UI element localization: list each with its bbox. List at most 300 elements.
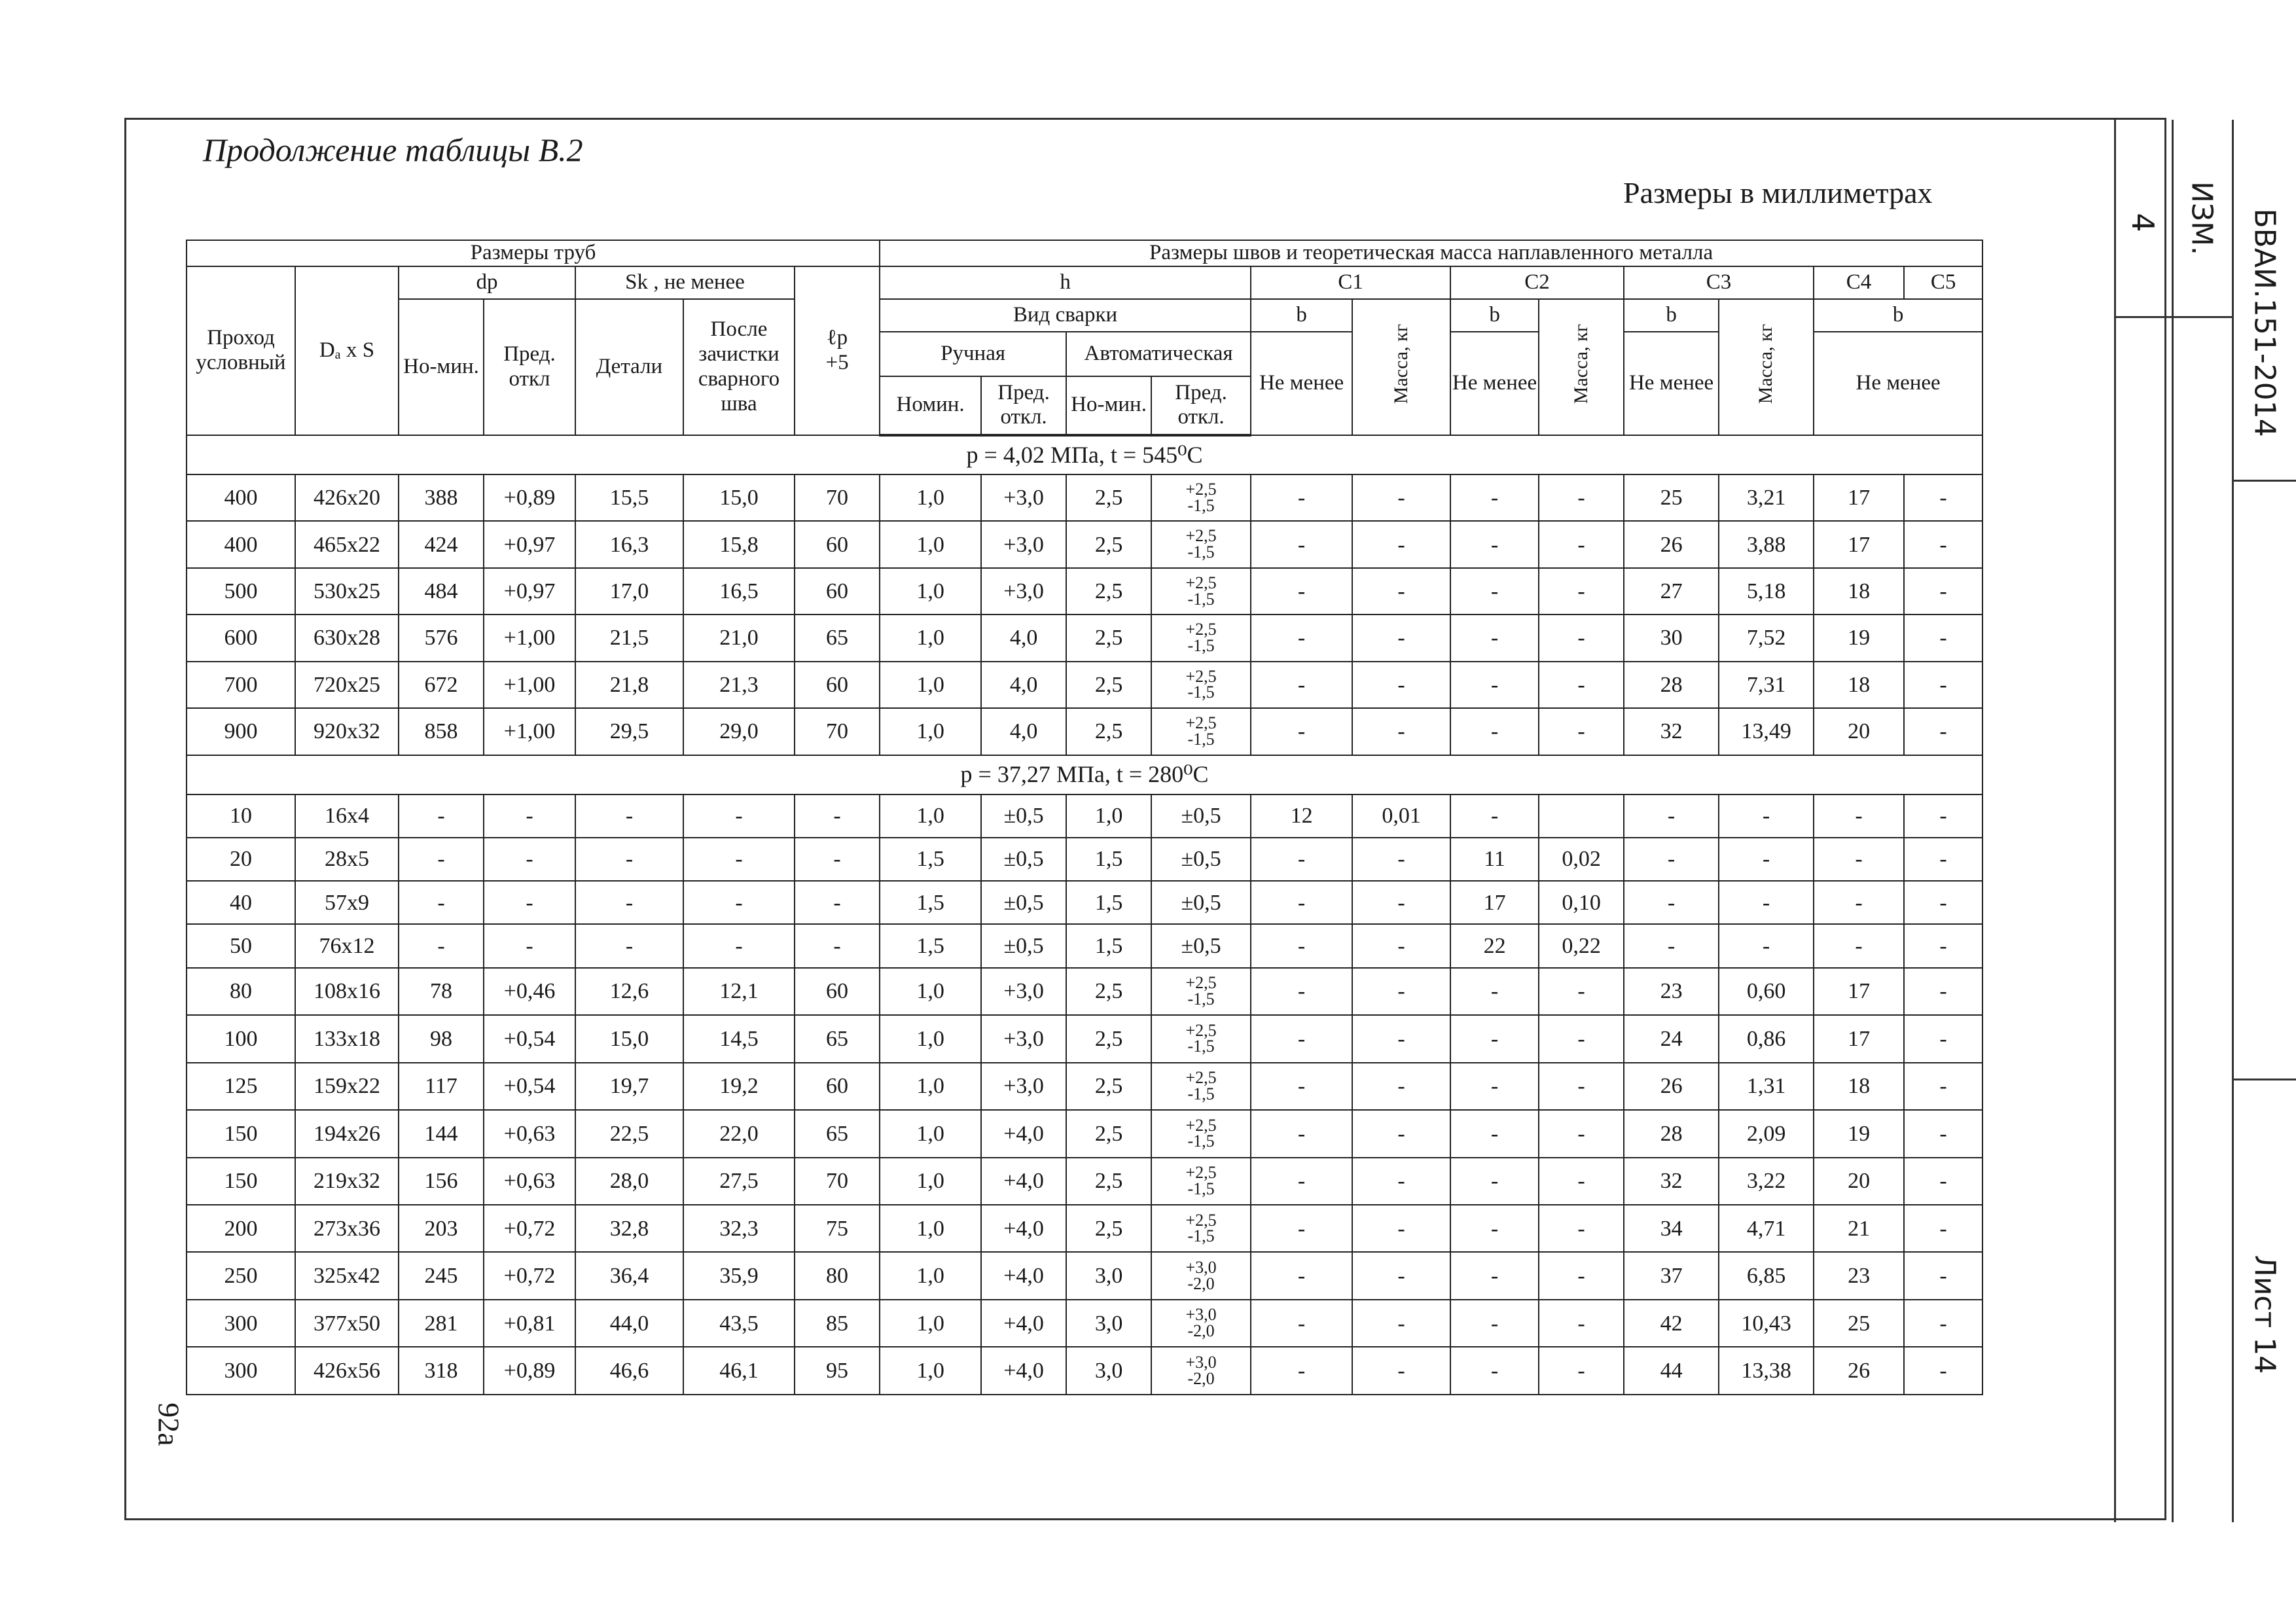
cell-manual-tol: +4,0	[981, 1252, 1066, 1299]
cell-sk-after: 27,5	[683, 1158, 795, 1205]
cell-sk-detail: 29,5	[575, 708, 683, 755]
cell-c3-mass: -	[1719, 881, 1814, 924]
cell-c5: -	[1904, 1110, 1982, 1157]
cell-auto-nom: 3,0	[1066, 1300, 1151, 1347]
auto-tol-lower: -1,5	[1187, 495, 1215, 515]
cell-c4: 20	[1814, 708, 1904, 755]
table-row	[187, 838, 1982, 881]
cell-dp-tol: +0,89	[484, 1347, 575, 1395]
cell-c3-b: 37	[1624, 1252, 1719, 1299]
table-row	[187, 794, 1982, 838]
auto-tol-lower: -1,5	[1187, 683, 1215, 702]
cell-c2-b: -	[1450, 794, 1539, 838]
cell-da: 108x16	[295, 968, 399, 1015]
cell-auto-tol	[1151, 474, 1251, 521]
cell-da: 377x50	[295, 1300, 399, 1347]
cell-prokhod: 80	[187, 968, 295, 1015]
cell-dp-nom: 98	[399, 1015, 484, 1062]
table-row	[187, 1347, 1982, 1395]
header-da: Dₐ x S	[295, 266, 399, 435]
cell-c2-b: -	[1450, 662, 1539, 708]
section-header-row	[187, 435, 1982, 474]
cell-dp-nom: 388	[399, 474, 484, 521]
cell-lp: -	[795, 924, 880, 967]
auto-tol-lower: -1,5	[1187, 989, 1215, 1008]
cell-prokhod: 125	[187, 1063, 295, 1110]
cell-c5: -	[1904, 968, 1982, 1015]
cell-sk-after: -	[683, 794, 795, 838]
auto-tol-lower: -1,5	[1187, 1226, 1215, 1246]
cell-c3-b: 30	[1624, 615, 1719, 661]
table-row	[187, 568, 1982, 615]
cell-c4: 23	[1814, 1252, 1904, 1299]
cell-c3-b: 42	[1624, 1300, 1719, 1347]
cell-c2-b: -	[1450, 615, 1539, 661]
cell-dp-tol: +1,00	[484, 615, 575, 661]
cell-c2-b: -	[1450, 968, 1539, 1015]
cell-c2-mass: -	[1539, 1347, 1624, 1395]
cell-c5: -	[1904, 1063, 1982, 1110]
cell-c2-mass: -	[1539, 1015, 1624, 1062]
cell-c5: -	[1904, 474, 1982, 521]
cell-c2-mass: -	[1539, 968, 1624, 1015]
cell-auto-nom: 3,0	[1066, 1347, 1151, 1395]
cell-c2-mass: -	[1539, 615, 1624, 661]
cell-sk-after: 21,0	[683, 615, 795, 661]
cell-c4: 17	[1814, 1015, 1904, 1062]
header-lp	[795, 266, 880, 435]
cell-sk-detail: 21,5	[575, 615, 683, 661]
cell-c2-mass: -	[1539, 662, 1624, 708]
cell-dp-tol: +0,97	[484, 521, 575, 567]
cell-c2-mass: 0,10	[1539, 881, 1624, 924]
cell-c1-b: -	[1251, 568, 1352, 615]
cell-sk-after: 21,3	[683, 662, 795, 708]
cell-lp: 70	[795, 1158, 880, 1205]
cell-manual-tol: +4,0	[981, 1347, 1066, 1395]
cell-c1-mass: -	[1352, 1063, 1450, 1110]
cell-c3-mass: -	[1719, 838, 1814, 881]
header-c2-not-less: Не менее	[1450, 332, 1539, 435]
cell-manual-nom: 1,0	[880, 1300, 981, 1347]
cell-sk-after: -	[683, 881, 795, 924]
cell-dp-nom: 245	[399, 1252, 484, 1299]
cell-lp: -	[795, 881, 880, 924]
cell-c1-b: -	[1251, 708, 1352, 755]
table-row	[187, 474, 1982, 521]
cell-c3-b: 28	[1624, 1110, 1719, 1157]
cell-dp-nom: 203	[399, 1205, 484, 1252]
cell-c4: 18	[1814, 662, 1904, 708]
cell-c5: -	[1904, 1252, 1982, 1299]
cell-auto-tol	[1151, 1063, 1251, 1110]
cell-c5: -	[1904, 1158, 1982, 1205]
cell-c1-mass: -	[1352, 924, 1450, 967]
header-c45-not-less: Не менее	[1814, 332, 1982, 435]
cell-manual-tol: 4,0	[981, 662, 1066, 708]
cell-c4: 26	[1814, 1347, 1904, 1395]
cell-sk-after: 14,5	[683, 1015, 795, 1062]
cell-c1-b: -	[1251, 615, 1352, 661]
cell-da: 426x56	[295, 1347, 399, 1395]
cell-c1-b: -	[1251, 1110, 1352, 1157]
auto-tol-lower: -1,5	[1187, 729, 1215, 749]
cell-auto-nom: 2,5	[1066, 662, 1151, 708]
auto-tol-upper: +2,5	[1185, 666, 1217, 686]
cell-prokhod: 200	[187, 1205, 295, 1252]
header-auto: Автоматическая	[1066, 332, 1251, 376]
cell-c3-mass: 13,49	[1719, 708, 1814, 755]
cell-da: 530x25	[295, 568, 399, 615]
cell-prokhod: 400	[187, 521, 295, 567]
cell-dp-nom: 117	[399, 1063, 484, 1110]
cell-c1-b: -	[1251, 1252, 1352, 1299]
cell-c1-mass: -	[1352, 1300, 1450, 1347]
cell-lp: 65	[795, 1015, 880, 1062]
cell-c1-b: -	[1251, 1158, 1352, 1205]
cell-c2-b: -	[1450, 521, 1539, 567]
cell-auto-nom: 1,0	[1066, 794, 1151, 838]
cell-c3-mass: 3,22	[1719, 1158, 1814, 1205]
cell-da: 920x32	[295, 708, 399, 755]
cell-dp-nom: 78	[399, 968, 484, 1015]
cell-manual-tol: +3,0	[981, 1063, 1066, 1110]
cell-auto-nom: 2,5	[1066, 708, 1151, 755]
cell-dp-tol: -	[484, 881, 575, 924]
cell-c3-b: -	[1624, 794, 1719, 838]
header-c2-b: b	[1450, 299, 1539, 332]
cell-c5: -	[1904, 881, 1982, 924]
cell-c1-mass: -	[1352, 1158, 1450, 1205]
cell-manual-nom: 1,0	[880, 1252, 981, 1299]
c1-mass-label: Масса, кг	[1390, 323, 1412, 404]
header-auto-tol: Пред. откл.	[1151, 376, 1251, 435]
cell-manual-tol: +3,0	[981, 568, 1066, 615]
cell-c3-mass: 7,52	[1719, 615, 1814, 661]
cell-c1-b: -	[1251, 662, 1352, 708]
cell-prokhod: 500	[187, 568, 295, 615]
cell-da: 28x5	[295, 838, 399, 881]
cell-c2-b: -	[1450, 1300, 1539, 1347]
cell-auto-tol: ±0,5	[1151, 881, 1251, 924]
doc-code: БВАИ.151-2014	[2248, 208, 2282, 437]
header-h: h	[880, 266, 1251, 299]
cell-manual-nom: 1,5	[880, 838, 981, 881]
cell-sk-detail: 16,3	[575, 521, 683, 567]
cell-da: 219x32	[295, 1158, 399, 1205]
cell-sk-detail: 15,5	[575, 474, 683, 521]
title-block-divider	[2232, 120, 2234, 1522]
auto-tol-upper: +2,5	[1185, 973, 1217, 993]
cell-c1-b: -	[1251, 838, 1352, 881]
izm-number: 4	[2125, 213, 2161, 232]
header-c2: C2	[1450, 266, 1624, 299]
table-title: Продолжение таблицы В.2	[203, 132, 583, 168]
cell-sk-after: -	[683, 924, 795, 967]
cell-prokhod: 700	[187, 662, 295, 708]
cell-c4: 17	[1814, 968, 1904, 1015]
header-c1-not-less: Не менее	[1251, 332, 1352, 435]
cell-c1-b: -	[1251, 474, 1352, 521]
table-row	[187, 615, 1982, 661]
cell-manual-tol: +3,0	[981, 474, 1066, 521]
header-c1-mass	[1352, 299, 1450, 435]
cell-dp-nom: 281	[399, 1300, 484, 1347]
cell-auto-nom: 2,5	[1066, 1110, 1151, 1157]
header-manual: Ручная	[880, 332, 1066, 376]
cell-manual-nom: 1,0	[880, 1063, 981, 1110]
header-c4: C4	[1814, 266, 1904, 299]
cell-auto-tol	[1151, 615, 1251, 661]
cell-manual-tol: 4,0	[981, 615, 1066, 661]
cell-da: 273x36	[295, 1205, 399, 1252]
cell-da: 76x12	[295, 924, 399, 967]
cell-auto-tol	[1151, 568, 1251, 615]
auto-tol-upper: +2,5	[1185, 1115, 1217, 1135]
table-row	[187, 881, 1982, 924]
izm-label: ИЗМ.	[2185, 181, 2219, 256]
cell-manual-nom: 1,0	[880, 568, 981, 615]
table-row	[187, 1158, 1982, 1205]
cell-dp-tol: +0,97	[484, 568, 575, 615]
cell-prokhod: 40	[187, 881, 295, 924]
cell-dp-tol: +0,89	[484, 474, 575, 521]
header-welds: Размеры швов и теоретическая масса наплавленного металла	[880, 240, 1982, 266]
auto-tol-lower: -1,5	[1187, 1132, 1215, 1151]
cell-manual-tol: ±0,5	[981, 794, 1066, 838]
cell-dp-tol: +0,72	[484, 1205, 575, 1252]
cell-c3-mass: 5,18	[1719, 568, 1814, 615]
cell-sk-after: 19,2	[683, 1063, 795, 1110]
cell-sk-after: 22,0	[683, 1110, 795, 1157]
header-c3-mass	[1719, 299, 1814, 435]
cell-manual-nom: 1,0	[880, 1347, 981, 1395]
cell-dp-nom: -	[399, 794, 484, 838]
title-block-divider	[2172, 120, 2174, 1522]
header-dp-nom: Но-мин.	[399, 299, 484, 435]
auto-tol-upper: +3,0	[1185, 1258, 1217, 1277]
cell-manual-nom: 1,0	[880, 615, 981, 661]
cell-c3-mass: -	[1719, 794, 1814, 838]
cell-c4: 19	[1814, 615, 1904, 661]
cell-c2-mass: 0,22	[1539, 924, 1624, 967]
cell-c2-mass: 0,02	[1539, 838, 1624, 881]
cell-c1-mass: -	[1352, 708, 1450, 755]
cell-sk-after: 35,9	[683, 1252, 795, 1299]
auto-tol-upper: +2,5	[1185, 526, 1217, 546]
cell-dp-tol: +0,54	[484, 1015, 575, 1062]
cell-c3-b: 26	[1624, 1063, 1719, 1110]
cell-c2-b: -	[1450, 1063, 1539, 1110]
cell-dp-tol: +0,46	[484, 968, 575, 1015]
cell-manual-nom: 1,0	[880, 1205, 981, 1252]
cell-c5: -	[1904, 1300, 1982, 1347]
table-row	[187, 1300, 1982, 1347]
table-body	[187, 435, 1982, 1395]
cell-manual-tol: +4,0	[981, 1110, 1066, 1157]
cell-c4: -	[1814, 881, 1904, 924]
cell-c1-mass: -	[1352, 474, 1450, 521]
cell-manual-nom: 1,0	[880, 662, 981, 708]
cell-auto-tol	[1151, 1300, 1251, 1347]
cell-manual-tol: +4,0	[981, 1300, 1066, 1347]
cell-c4: 17	[1814, 521, 1904, 567]
cell-lp: 60	[795, 521, 880, 567]
auto-tol-lower: -1,5	[1187, 1084, 1215, 1103]
cell-c2-mass: -	[1539, 1063, 1624, 1110]
cell-c3-b: 26	[1624, 521, 1719, 567]
cell-c1-mass: -	[1352, 1015, 1450, 1062]
cell-manual-nom: 1,0	[880, 1110, 981, 1157]
cell-sk-detail: 12,6	[575, 968, 683, 1015]
auto-tol-upper: +2,5	[1185, 713, 1217, 733]
table-row	[187, 1015, 1982, 1062]
header-c45-b: b	[1814, 299, 1982, 332]
cell-sk-after: 15,0	[683, 474, 795, 521]
cell-manual-nom: 1,0	[880, 708, 981, 755]
cell-prokhod: 300	[187, 1347, 295, 1395]
cell-c2-mass: -	[1539, 1300, 1624, 1347]
cell-auto-tol	[1151, 1158, 1251, 1205]
cell-c1-mass: -	[1352, 881, 1450, 924]
title-block	[2114, 120, 2296, 1522]
cell-c3-mass: 1,31	[1719, 1063, 1814, 1110]
cell-c5: -	[1904, 615, 1982, 661]
cell-auto-nom: 2,5	[1066, 474, 1151, 521]
title-block-divider	[2232, 1079, 2296, 1080]
cell-prokhod: 300	[187, 1300, 295, 1347]
cell-sk-after: -	[683, 838, 795, 881]
auto-tol-lower: -2,0	[1187, 1321, 1215, 1341]
auto-tol-lower: -1,5	[1187, 1037, 1215, 1056]
cell-manual-tol: +4,0	[981, 1158, 1066, 1205]
title-block-border	[2114, 120, 2116, 1522]
table-row	[187, 662, 1982, 708]
cell-sk-detail: -	[575, 881, 683, 924]
header-prokhod: Проход условный	[187, 266, 295, 435]
cell-sk-after: 43,5	[683, 1300, 795, 1347]
cell-da: 426x20	[295, 474, 399, 521]
cell-c5: -	[1904, 1347, 1982, 1395]
cell-dp-nom: 318	[399, 1347, 484, 1395]
cell-c3-mass: 6,85	[1719, 1252, 1814, 1299]
header-sk: Sk , не менее	[575, 266, 795, 299]
cell-lp: 75	[795, 1205, 880, 1252]
cell-lp: 60	[795, 968, 880, 1015]
cell-da: 720x25	[295, 662, 399, 708]
cell-da: 159x22	[295, 1063, 399, 1110]
cell-c2-mass: -	[1539, 568, 1624, 615]
table-row	[187, 924, 1982, 967]
section-label: p = 37,27 МПа, t = 280⁰С	[187, 755, 1982, 794]
cell-c3-b: -	[1624, 881, 1719, 924]
cell-c1-b: -	[1251, 968, 1352, 1015]
cell-c1-mass: -	[1352, 1252, 1450, 1299]
cell-dp-tol: +0,72	[484, 1252, 575, 1299]
cell-prokhod: 600	[187, 615, 295, 661]
cell-c3-mass: 3,21	[1719, 474, 1814, 521]
cell-auto-nom: 2,5	[1066, 1158, 1151, 1205]
cell-manual-tol: ±0,5	[981, 924, 1066, 967]
cell-c2-b: -	[1450, 1347, 1539, 1395]
cell-c3-mass: 7,31	[1719, 662, 1814, 708]
auto-tol-lower: -1,5	[1187, 636, 1215, 656]
cell-c3-mass: 13,38	[1719, 1347, 1814, 1395]
cell-auto-tol: ±0,5	[1151, 838, 1251, 881]
cell-auto-tol: ±0,5	[1151, 924, 1251, 967]
cell-c5: -	[1904, 521, 1982, 567]
cell-lp: 65	[795, 1110, 880, 1157]
cell-c1-b: 12	[1251, 794, 1352, 838]
cell-c1-mass: -	[1352, 968, 1450, 1015]
cell-da: 57x9	[295, 881, 399, 924]
cell-c1-b: -	[1251, 1205, 1352, 1252]
cell-manual-nom: 1,0	[880, 521, 981, 567]
cell-dp-nom: 156	[399, 1158, 484, 1205]
header-c3: C3	[1624, 266, 1814, 299]
cell-c2-b: -	[1450, 1015, 1539, 1062]
cell-c5: -	[1904, 662, 1982, 708]
cell-auto-tol	[1151, 521, 1251, 567]
cell-auto-nom: 3,0	[1066, 1252, 1151, 1299]
cell-c4: -	[1814, 838, 1904, 881]
cell-c3-mass: -	[1719, 924, 1814, 967]
cell-sk-after: 12,1	[683, 968, 795, 1015]
cell-manual-tol: +3,0	[981, 968, 1066, 1015]
page-number: 92а	[152, 1402, 186, 1446]
cell-prokhod: 400	[187, 474, 295, 521]
cell-prokhod: 50	[187, 924, 295, 967]
cell-c2-b: -	[1450, 1158, 1539, 1205]
cell-dp-tol: +0,63	[484, 1158, 575, 1205]
cell-lp: 85	[795, 1300, 880, 1347]
header-c3-b: b	[1624, 299, 1719, 332]
cell-sk-detail: 28,0	[575, 1158, 683, 1205]
cell-c2-b: -	[1450, 1110, 1539, 1157]
cell-sk-after: 32,3	[683, 1205, 795, 1252]
cell-auto-nom: 2,5	[1066, 1015, 1151, 1062]
header-lp-tolerance: +5	[825, 350, 849, 374]
cell-auto-nom: 1,5	[1066, 924, 1151, 967]
header-c2-mass	[1539, 299, 1624, 435]
section-label: p = 4,02 МПа, t = 545⁰С	[187, 435, 1982, 474]
cell-sk-detail: -	[575, 794, 683, 838]
cell-sk-detail: 44,0	[575, 1300, 683, 1347]
cell-c2-b: -	[1450, 708, 1539, 755]
cell-manual-nom: 1,0	[880, 1015, 981, 1062]
cell-dp-tol: -	[484, 924, 575, 967]
cell-dp-nom: 144	[399, 1110, 484, 1157]
cell-sk-after: 15,8	[683, 521, 795, 567]
cell-lp: 70	[795, 474, 880, 521]
header-auto-nom: Но-мин.	[1066, 376, 1151, 435]
header-sk-detail: Детали	[575, 299, 683, 435]
table-row	[187, 1205, 1982, 1252]
cell-sk-detail: -	[575, 838, 683, 881]
cell-lp: 60	[795, 568, 880, 615]
cell-c2-b: -	[1450, 474, 1539, 521]
cell-auto-nom: 2,5	[1066, 968, 1151, 1015]
cell-sk-after: 16,5	[683, 568, 795, 615]
cell-c4: -	[1814, 924, 1904, 967]
cell-manual-nom: 1,0	[880, 1158, 981, 1205]
cell-c3-b: 25	[1624, 474, 1719, 521]
cell-c3-b: 27	[1624, 568, 1719, 615]
cell-da: 133x18	[295, 1015, 399, 1062]
cell-dp-tol: -	[484, 838, 575, 881]
cell-dp-nom: 858	[399, 708, 484, 755]
cell-sk-after: 29,0	[683, 708, 795, 755]
